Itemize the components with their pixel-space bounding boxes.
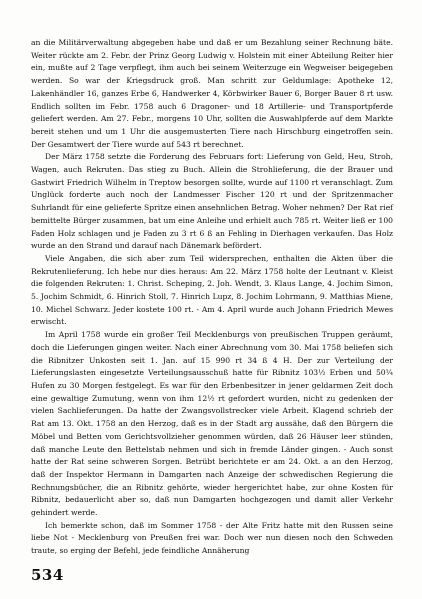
body-text <box>31 37 393 558</box>
paragraph: Ich bemerkte schon, daß im Sommer 1758 - der Alte Fritz hatte mit den Russen seine liebe Not - Mecklenburg von Preußen frei war. Doch wer nun diesen noch den Schweden traute, so erging der Befehl, jede feindliche Annäherung <box>31 520 393 556</box>
paragraph: Viele Angaben, die sich aber zum Teil widersprechen, enthalten die Akten über die Rekrutenlieferung. Ich hebe nur dies heraus: Am 22. März 1758 holte der Leutnant v. Kleist die folgenden Rekruten: 1. Christ. Scheping, 2. Joh. Wendt, 3. Klaus Lange, 4. Jochim Simon, 5. Jochim Schmidt, 6. Hinrich Stoll, 7. Hinrich Lupz, 8. Jochim Lohrmann, 9. Matthias Miene, 10. Michel Schwarz. Jeder kostete 100 rt. - Am 4. April wurde auch Johann Friedrich Mewes erwischt. <box>31 253 393 327</box>
page-number: 534 <box>31 566 64 584</box>
paragraph: Der März 1758 setzte die Forderung des Februars fort: Lieferung von Geld, Heu, Stroh, Wagen, auch Rekruten. Das stieg zu Buch. Allein die Strohlieferung, die der Brauer und Gastwirt Friedrich Wilhelm in Treptow besorgen sollte, wurde auf 1100 rt veranschlagt. Zum Unglück forderte auch noch der Landmesser Fischer 120 rt und der Spritzenmacher Suhrlandt für eine gelieferte Spritze einen ansehnlichen Betrag. Woher nehmen? Der Rat rief bemittelte Bürger zusammen, bat um eine Anleihe und erhielt auch 785 rt. Weiter ließ er 100 Faden Holz schlagen und je Faden zu 3 rt 6 ß an Fehling in Dierhagen verkaufen. Das Holz wurde an den Strand und darauf nach Dänemark befördert. <box>31 152 393 251</box>
paragraph: Im April 1758 wurde ein großer Teil Mecklenburgs von preußischen Truppen geräumt, doch die Lieferungen gingen weiter. Nach einer Abrechnung vom 30. Mai 1758 beliefen sich die Ribnitzer Unkosten seit 1. Jan. auf 15 990 rt 34 ß 4 H. Der zur Verteilung der Lieferungslasten eingesetzte Verteilungsausschuß hatte für Ribnitz 103½ Erben und 50¼ Hufen zu 30 Morgen festgelegt. Es war für den Erbenbesitzer in jener geldarmen Zeit doch eine gewaltige Zumutung, wenn von ihm 12½ rt gefordert wurden, nicht zu gedenken der vielen Sachlieferungen. Da hatte der Zwangsvollstrecker viele Arbeit. Klagend schrieb der Rat am 13. Okt. 1758 an den Herzog, daß es in der Stadt arg aussähe, daß den Bürgern die Möbel und Betten vom Gerichtsvollzieher genommen würden, daß 26 Häuser leer stünden, daß manche Leute den Bettelstab nehmen und sich in fremde Länder gingen. - Auch sonst hatte der Rat seine schweren Sorgen. Betrübt berichtete er am 24. Okt. a an den Herzog, daß der Inspektor Hermann in Damgarten nach Anzeige der schwedischen Regierung die Rechnungsbücher, die an Ribnitz gehörte, wieder hergerichtet habe, zur ohne Kosten für Ribnitz, bedauerlicht aber so, daß nun Damgarten hochgezogen und damit aller Verkehr gehindert werde. <box>31 330 393 518</box>
paragraph: an die Militärverwaltung abgegeben habe und daß er um Bezahlung seiner Rechnung bäte. Weiter rückte am 2. Febr. der Prinz Georg Ludwig v. Holstein mit einer Abteilung Reiter hier ein, mußte auf 2 Tage verpflegt, ihm auch bei seinem Weiterzuge ein Wegweiser beigegeben werden. So war der Kriegsdruck groß. Man schritt zur Geldumlage: Apotheke 12, Lakenhändler 16, ganzes Erbe 6, Handwerker 4, Körbwirker Bauer 6, Borger Bauer 8 rt usw. Endlich sollten im Febr. 1758 auch 6 Dragoner- und 18 Artillerie- und Transportpferde geliefert werden. Am 27. Febr., morgens 10 Uhr, sollten die Auswahlpferde auf dem Markte bereit stehen und um 1 Uhr die ausgemusterten Tiere nach Hirschburg eingetroffen sein. Der Gesamtwert der Tiere wurde auf 543 rt berechnet. <box>31 38 393 149</box>
